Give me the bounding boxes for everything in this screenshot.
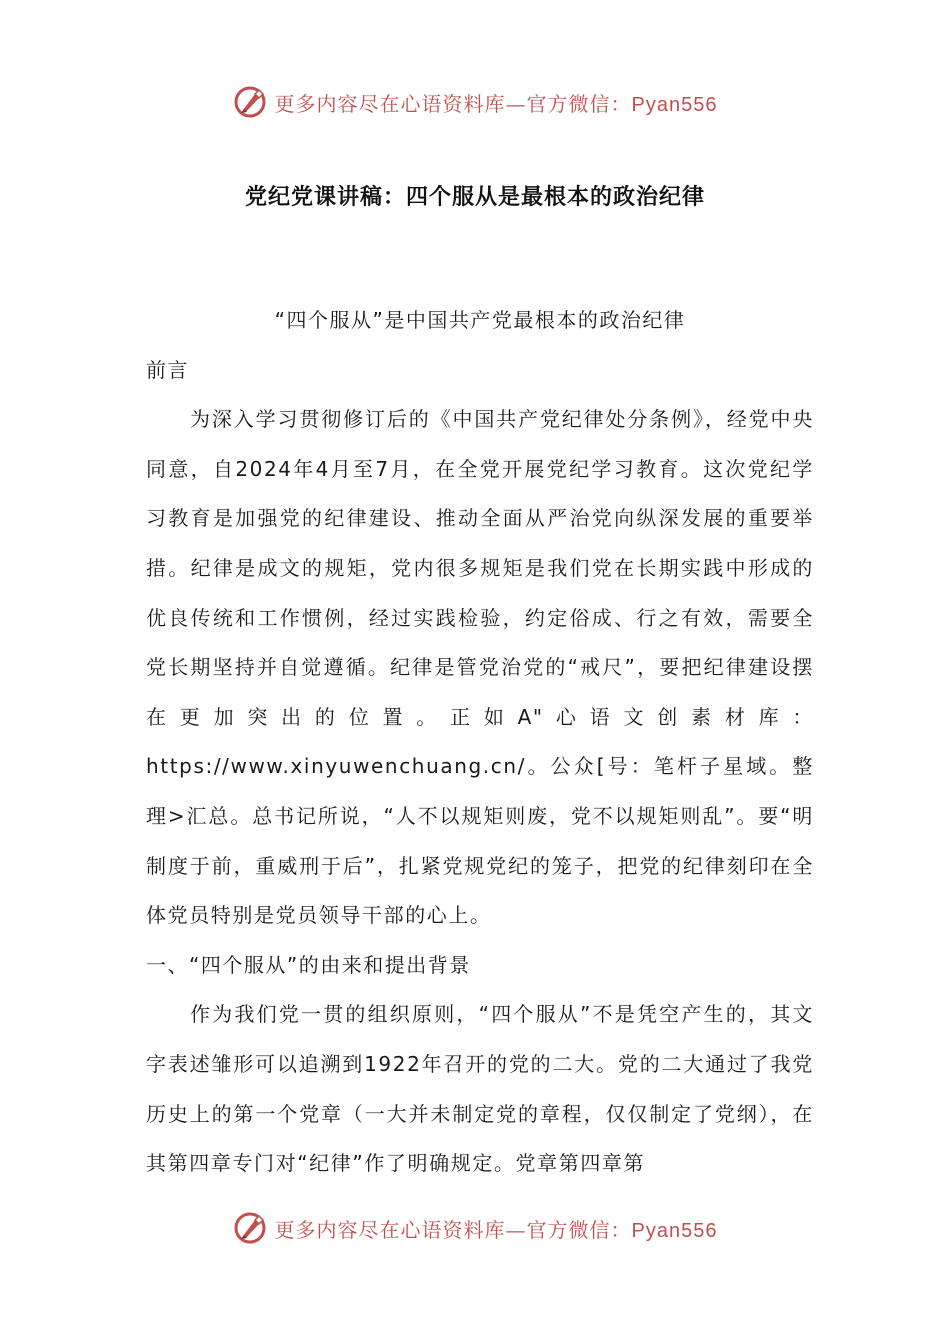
- section-heading-1: 一、“四个服从”的由来和提出背景: [146, 952, 471, 977]
- footer-wechat-id: Pyan556: [631, 1219, 718, 1242]
- document-body: [146, 296, 814, 1189]
- paragraph-section-1: 作为我们党一贯的组织原则，“四个服从”不是凭空产生的，其文字表述雏形可以追溯到1922年召开的党的二大。党的二大通过了我党历史上的第一个党章（一大并未制定党的章程，仅仅制定了党纲），在其第四章专门对“纪律”作了明确规定。党章第四章第: [146, 1002, 814, 1176]
- document-title: 党纪党课讲稿：四个服从是最根本的政治纪律: [244, 185, 705, 210]
- header-banner-text: 更多内容尽在心语资料库—官方微信：Pyan556: [274, 91, 718, 116]
- header-wechat-id: Pyan556: [631, 93, 718, 116]
- preface-heading: 前言: [146, 357, 189, 382]
- paragraph-preface: 为深入学习贯彻修订后的《中国共产党纪律处分条例》，经党中央同意，自2024年4月至7月，在全党开展党纪学习教育。这次党纪学习教育是加强党的纪律建设、推动全面从严治党向纵深发展的重要举措。纪律是成文的规矩，党内很多规矩是我们党在长期实践中形成的优良传统和工作惯例，经过实践检验，约定俗成、行之有效，需要全党长期坚持并自觉遵循。纪律是管党治党的“戒尺”，要把纪律建设摆在更加突出的位置。正如A"心语文创素材库：https://www.xinyuwenchuang.cn/。公众[号：笔杆子星域。整理>汇总。总书记所说，“人不以规矩则废，党不以规矩则乱”。要“明制度于前，重威刑于后”，扎紧党规党纪的笼子，把党的纪律刻印在全体党员特别是党员领导干部的心上。: [146, 407, 814, 928]
- document-subtitle: “四个服从”是中国共产党最根本的政治纪律: [274, 308, 686, 332]
- footer-banner: [0, 1208, 950, 1248]
- pen-nib-logo-icon: [233, 85, 267, 119]
- pen-nib-logo-icon: [233, 1211, 267, 1245]
- header-banner: [0, 82, 950, 122]
- footer-banner-text: 更多内容尽在心语资料库—官方微信：Pyan556: [274, 1217, 718, 1242]
